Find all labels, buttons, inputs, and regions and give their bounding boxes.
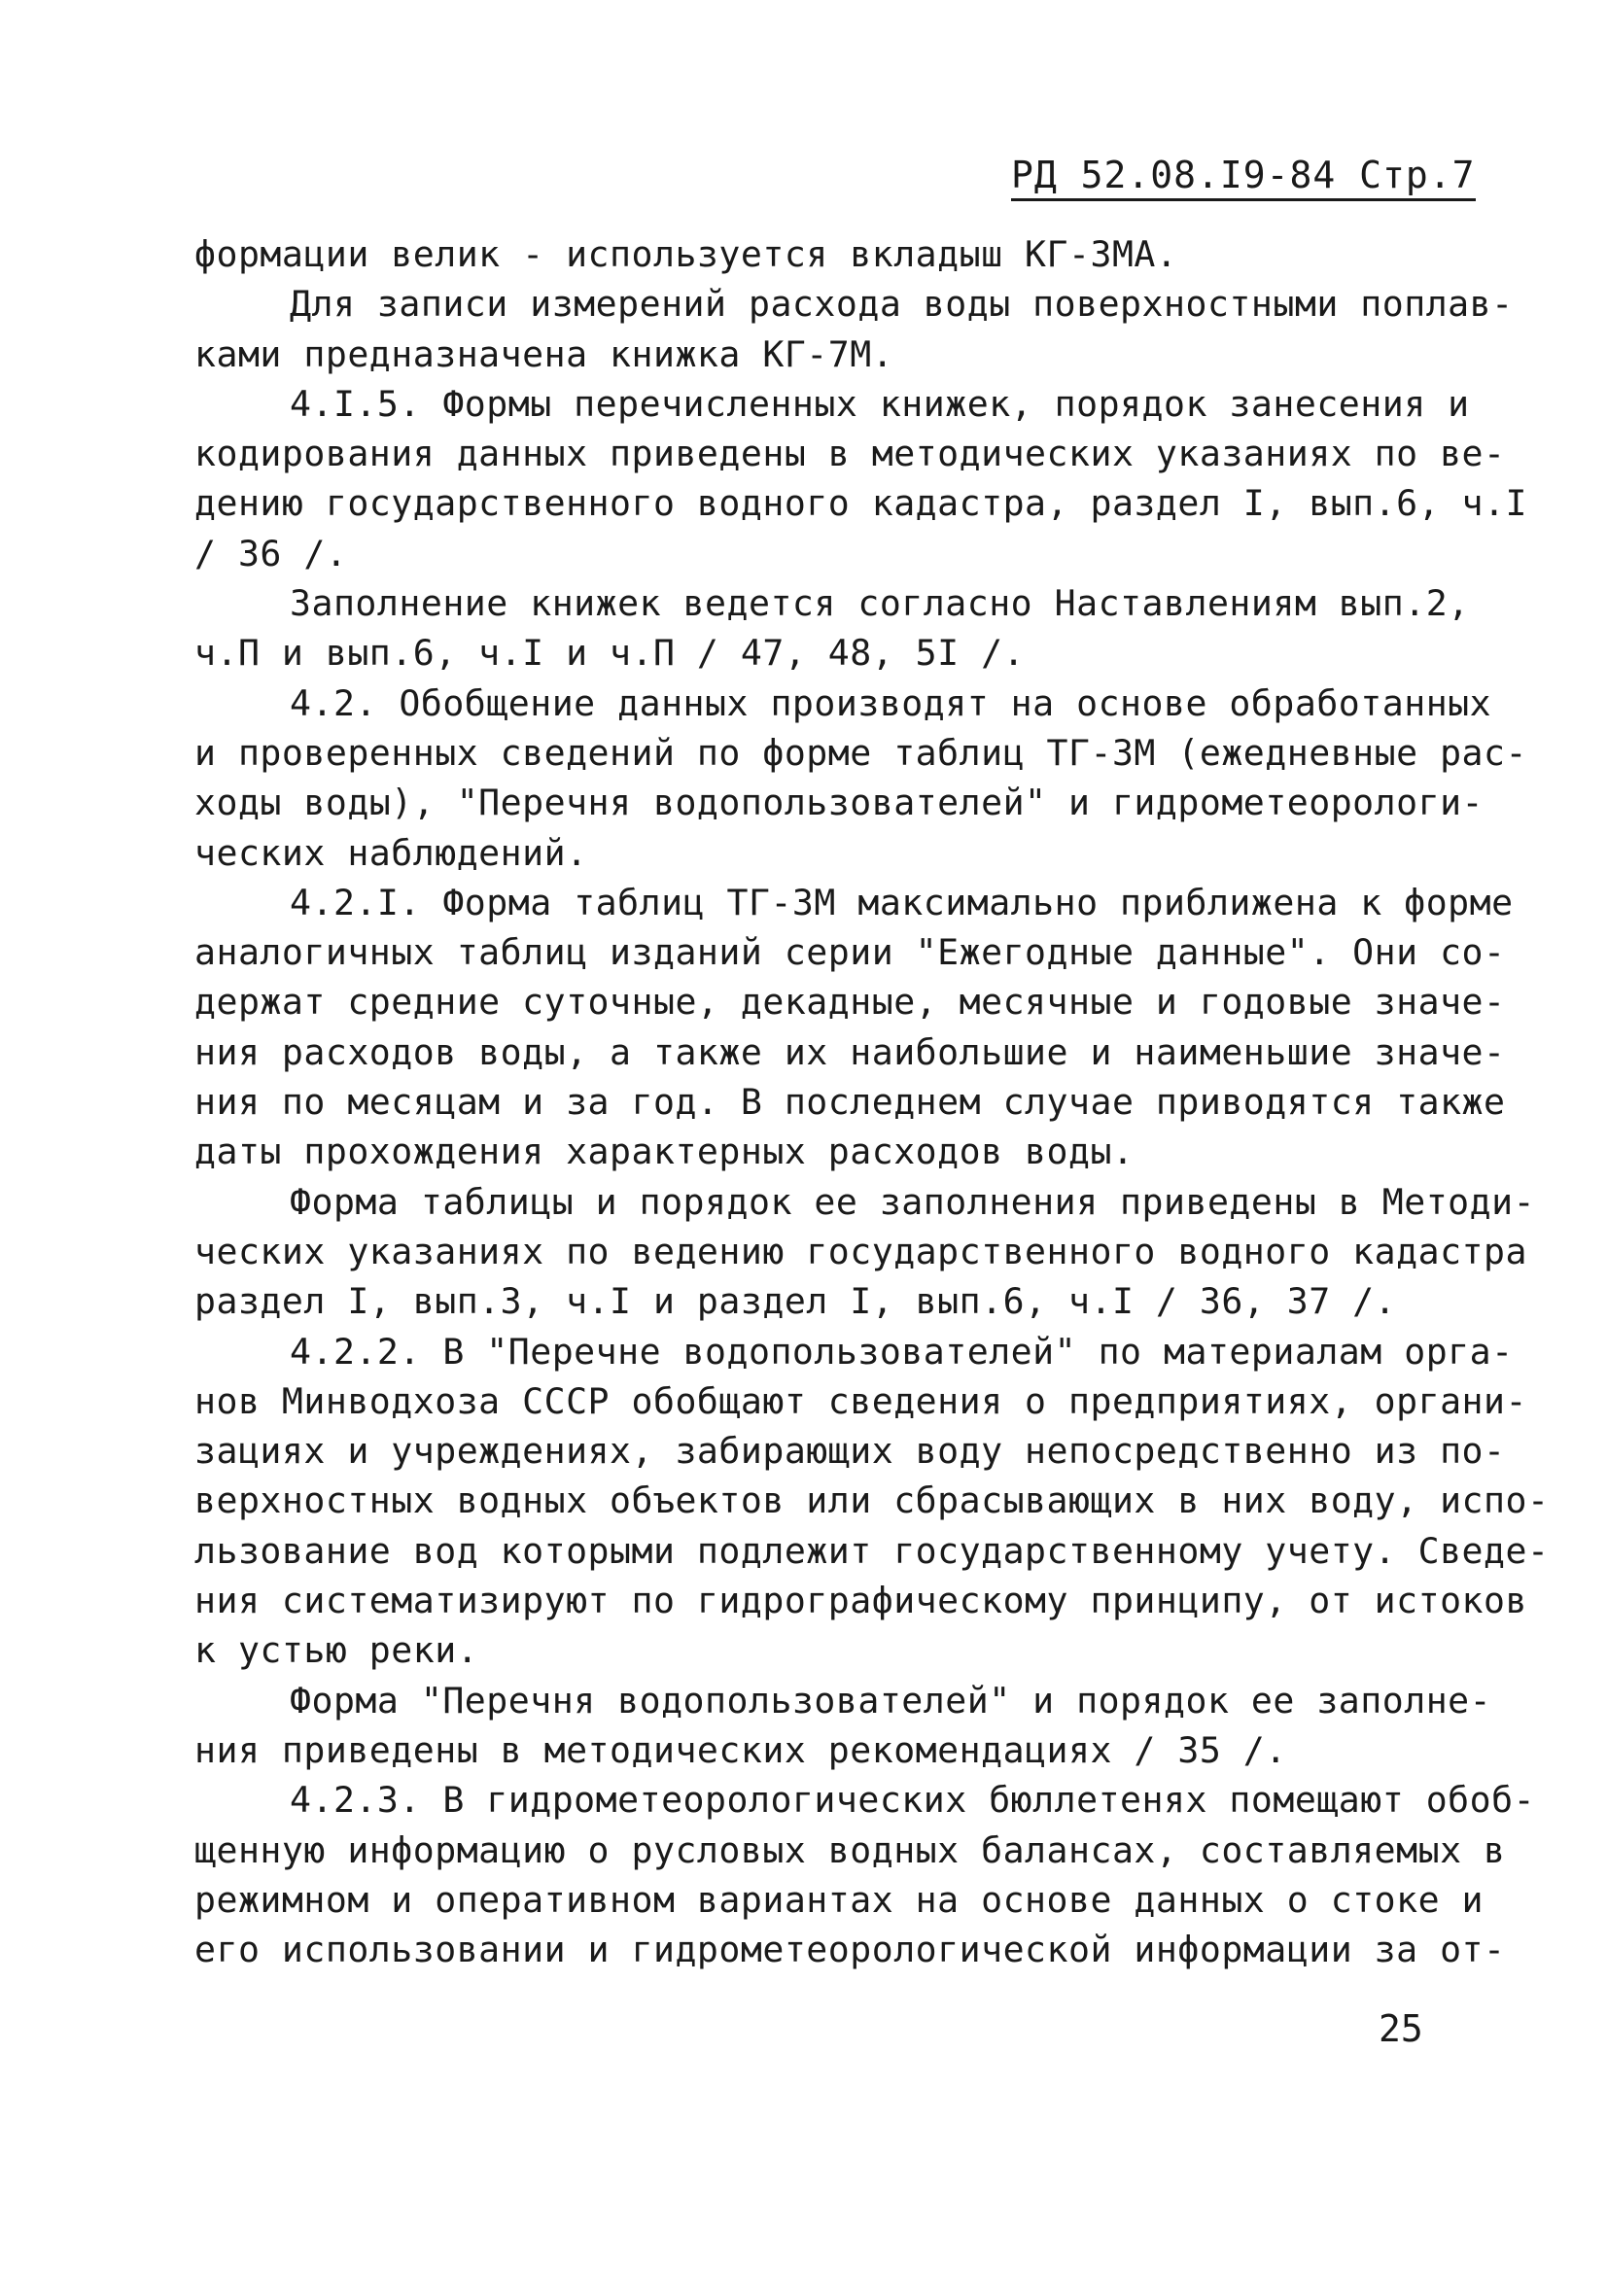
text-line: даты прохождения характерных расходов воды. bbox=[194, 1131, 1135, 1173]
text-line: дению государственного водного кадастра, раздел I, вып.6, ч.I bbox=[194, 482, 1527, 525]
text-line: ния систематизируют по гидрографическому принципу, от истоков bbox=[194, 1580, 1527, 1622]
text-line: 4.2.2. В "Перечне водопользователей" по материалам орга- bbox=[290, 1330, 1514, 1373]
text-line: ния по месяцам и за год. В последнем случае приводятся также bbox=[194, 1081, 1506, 1124]
text-line: Для записи измерений расхода воды поверхностными поплав- bbox=[290, 283, 1514, 326]
text-line: Форма таблицы и порядок ее заполнения приведены в Методи- bbox=[290, 1180, 1536, 1223]
page-number: 25 bbox=[1379, 2007, 1423, 2050]
text-line: нов Минводхоза СССР обобщают сведения о предприятиях, органи- bbox=[194, 1379, 1527, 1422]
text-line: его использовании и гидрометеорологической информации за от- bbox=[194, 1929, 1506, 1971]
text-line: льзование вод которыми подлежит государственному учету. Сведе- bbox=[194, 1529, 1550, 1572]
text-line: кодирования данных приведены в методических указаниях по ве- bbox=[194, 433, 1506, 475]
text-line: к устью реки. bbox=[194, 1629, 479, 1672]
body-text bbox=[194, 229, 1550, 1974]
text-line: 4.2.3. В гидрометеорологических бюллетенях помещают обоб- bbox=[290, 1779, 1536, 1822]
text-line: / 36 /. bbox=[194, 532, 348, 574]
text-line: ния расходов воды, а также их наибольшие и наименьшие значе- bbox=[194, 1030, 1506, 1073]
text-line: держат средние суточные, декадные, месячные и годовые значе- bbox=[194, 981, 1506, 1024]
text-line: зациях и учреждениях, забирающих воду непосредственно из по- bbox=[194, 1430, 1506, 1473]
text-line: и проверенных сведений по форме таблиц ТГ-3М (ежедневные рас- bbox=[194, 731, 1527, 774]
text-line: ческих указаниях по ведению государственного водного кадастра bbox=[194, 1230, 1527, 1272]
text-line: ходы воды), "Перечня водопользователей" и гидрометеорологи- bbox=[194, 782, 1485, 824]
text-line: раздел I, вып.3, ч.I и раздел I, вып.6, ч.I / 36, 37 /. bbox=[194, 1280, 1397, 1323]
text-line: 4.I.5. Формы перечисленных книжек, порядок занесения и bbox=[290, 382, 1470, 425]
text-line: Заполнение книжек ведется согласно Наставлениям вып.2, bbox=[290, 582, 1470, 625]
text-line: аналогичных таблиц изданий серии "Ежегодные данные". Они со- bbox=[194, 931, 1506, 974]
text-line: 4.2. Обобщение данных производят на основе обработанных bbox=[290, 681, 1492, 724]
text-line: формации велик - используется вкладыш КГ-3МА. bbox=[194, 233, 1178, 275]
running-head: РД 52.08.I9-84 Стр.7 bbox=[1011, 154, 1476, 201]
text-line: Форма "Перечня водопользователей" и порядок ее заполне- bbox=[290, 1679, 1492, 1722]
text-line: 4.2.I. Форма таблиц ТГ-3М максимально приближена к форме bbox=[290, 881, 1514, 923]
text-line: режимном и оперативном вариантах на основе данных о стоке и bbox=[194, 1878, 1485, 1921]
text-line: щенную информацию о русловых водных балансах, составляемых в bbox=[194, 1828, 1506, 1871]
text-line: ками предназначена книжка КГ-7М. bbox=[194, 332, 894, 375]
text-line: ния приведены в методических рекомендациях / 35 /. bbox=[194, 1728, 1287, 1771]
text-line: верхностных водных объектов или сбрасывающих в них воду, испо- bbox=[194, 1479, 1550, 1522]
text-line: ч.П и вып.6, ч.I и ч.П / 47, 48, 5I /. bbox=[194, 632, 1026, 675]
text-line: ческих наблюдений. bbox=[194, 831, 588, 874]
